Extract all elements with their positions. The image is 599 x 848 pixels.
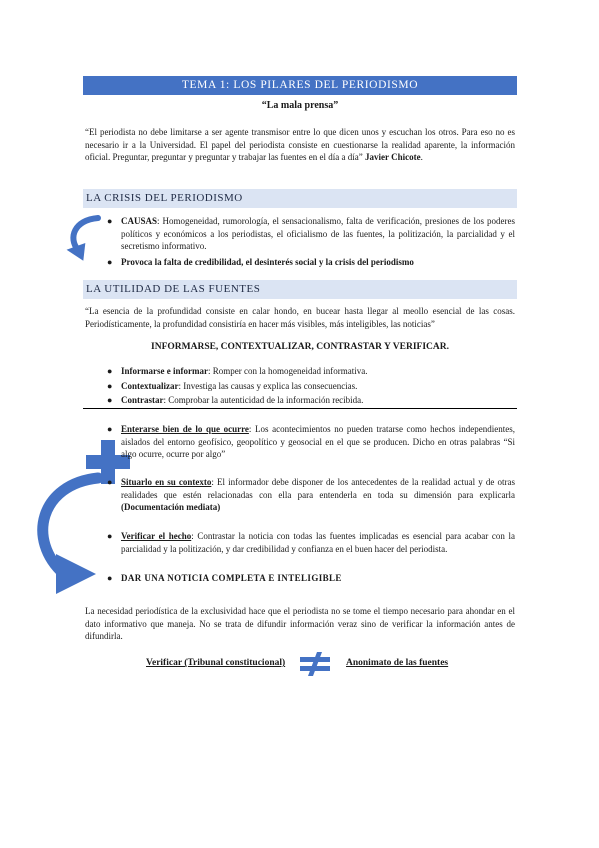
- bullet-label: CAUSAS: [121, 216, 158, 226]
- bullet-icon: ●: [107, 531, 113, 541]
- closing-paragraph: La necesidad periodística de la exclusividad hace que el periodista no se tome el tiempo necesario para ahondar en el dato informativo que maneja. No se trata de difundir información veraz sino de verificar la información antes de difundirla.: [85, 606, 515, 642]
- bullet-icon: ●: [107, 216, 113, 226]
- compare-left: Verificar (Tribunal constitucional): [146, 658, 286, 668]
- bullet-text: : Investiga las causas y explica las consecuencias.: [178, 381, 358, 391]
- caps-end: .: [446, 342, 449, 352]
- page-title: TEMA 1: LOS PILARES DEL PERIODISMO: [83, 76, 517, 95]
- list-item: [107, 215, 515, 253]
- caps-text: INFORMARSE, CONTEXTUALIZAR, CONTRASTAR Y VERIFICAR: [151, 342, 447, 352]
- bullet-text: : Homogeneidad, rumorología, el sensacionalismo, falta de verificación, presiones de los poderes políticos y económicos a los periodistas, el oficialismo de las fuentes, la politización, la parcialidad y el secretismo informativo.: [121, 216, 515, 252]
- compare-right: Anonimato de las fuentes: [346, 658, 449, 668]
- bullet-label: Verificar el hecho: [121, 531, 192, 541]
- divider: [83, 408, 517, 409]
- caps-heading: [83, 342, 517, 352]
- bullet-label: DAR UNA NOTICIA COMPLETA E INTELIGIBLE: [121, 573, 342, 583]
- section-heading-crisis: LA CRISIS DEL PERIODISMO: [83, 189, 517, 208]
- bullet-text: : Comprobar la autenticidad de la información recibida.: [163, 395, 364, 405]
- bullet-text: : El informador debe disponer de los antecedentes de la realidad actual y de otras realidades que estén relacionadas con ella para entenderla en toda su dimensión para explicarla: [121, 477, 515, 500]
- section-heading-fuentes: LA UTILIDAD DE LAS FUENTES: [83, 280, 517, 299]
- fuentes-quote: “La esencia de la profundidad consiste en calar hondo, en bucear hasta llegar al meollo esencial de las cosas. Periodísticamente, la profundidad consistiría en hacer más visibles, más inteligibles, las noticias”: [85, 306, 515, 329]
- bullet-text: : Los acontecimientos no pueden tratarse como hechos independientes, aislados del entorno geofísico, geopolítico y geosocial en el que se producen. Dicho en otras palabras “Si algo ocurre, ocurre por algo”: [121, 424, 515, 460]
- quote-author: Javier Chicote: [365, 152, 421, 163]
- bullet-label: Contrastar: [121, 395, 164, 405]
- list-item: [107, 365, 515, 378]
- bullet-icon: ●: [107, 381, 113, 391]
- opening-quote: [85, 126, 515, 164]
- list-item: [107, 394, 515, 407]
- bullet-extra: (Documentación mediata): [121, 502, 221, 513]
- bullet-icon: ●: [107, 477, 113, 487]
- curved-arrow-icon: [20, 470, 112, 598]
- bullet-label: Contextualizar: [121, 381, 179, 391]
- bullet-icon: ●: [107, 573, 113, 583]
- quote-text: “El periodista no debe limitarse a ser agente transmisor entre lo que dicen unos y escuchan los otros. Para eso no es necesario ir a la Universidad. El papel del periodista consiste en cuestionarse la realidad aparente, la información oficial. Preguntar, preguntar y preguntar y trabajar las fuentes en el día a día”: [85, 127, 515, 163]
- bullet-text: : Romper con la homogeneidad informativa.: [207, 366, 368, 376]
- bullet-label: Provoca la falta de credibilidad, el desinterés social y la crisis del periodismo: [121, 257, 414, 267]
- bullet-label: Situarlo en su contexto: [121, 477, 212, 487]
- list-item: [107, 572, 515, 585]
- list-item: [107, 380, 515, 393]
- list-item: [107, 530, 515, 555]
- bullet-icon: ●: [107, 366, 113, 376]
- subtitle: “La mala prensa”: [261, 100, 339, 111]
- curved-arrow-icon: [64, 212, 104, 264]
- bullet-icon: ●: [107, 395, 113, 405]
- not-equal-icon: [298, 652, 332, 676]
- bullet-icon: ●: [107, 424, 113, 434]
- list-item: [107, 423, 515, 461]
- bullet-label: Enterarse bien de lo que ocurre: [121, 424, 249, 434]
- bullet-icon: ●: [107, 257, 113, 267]
- bullet-text: : Contrastar la noticia con todas las fuentes implicadas es esencial para acabar con la parcialidad y la politización, y dar credibilidad y confianza en el buen hacer del periodista.: [121, 531, 515, 554]
- list-item: [107, 256, 515, 269]
- list-item: [107, 476, 515, 514]
- quote-end: .: [420, 152, 423, 163]
- bullet-label: Informarse e informar: [121, 366, 208, 376]
